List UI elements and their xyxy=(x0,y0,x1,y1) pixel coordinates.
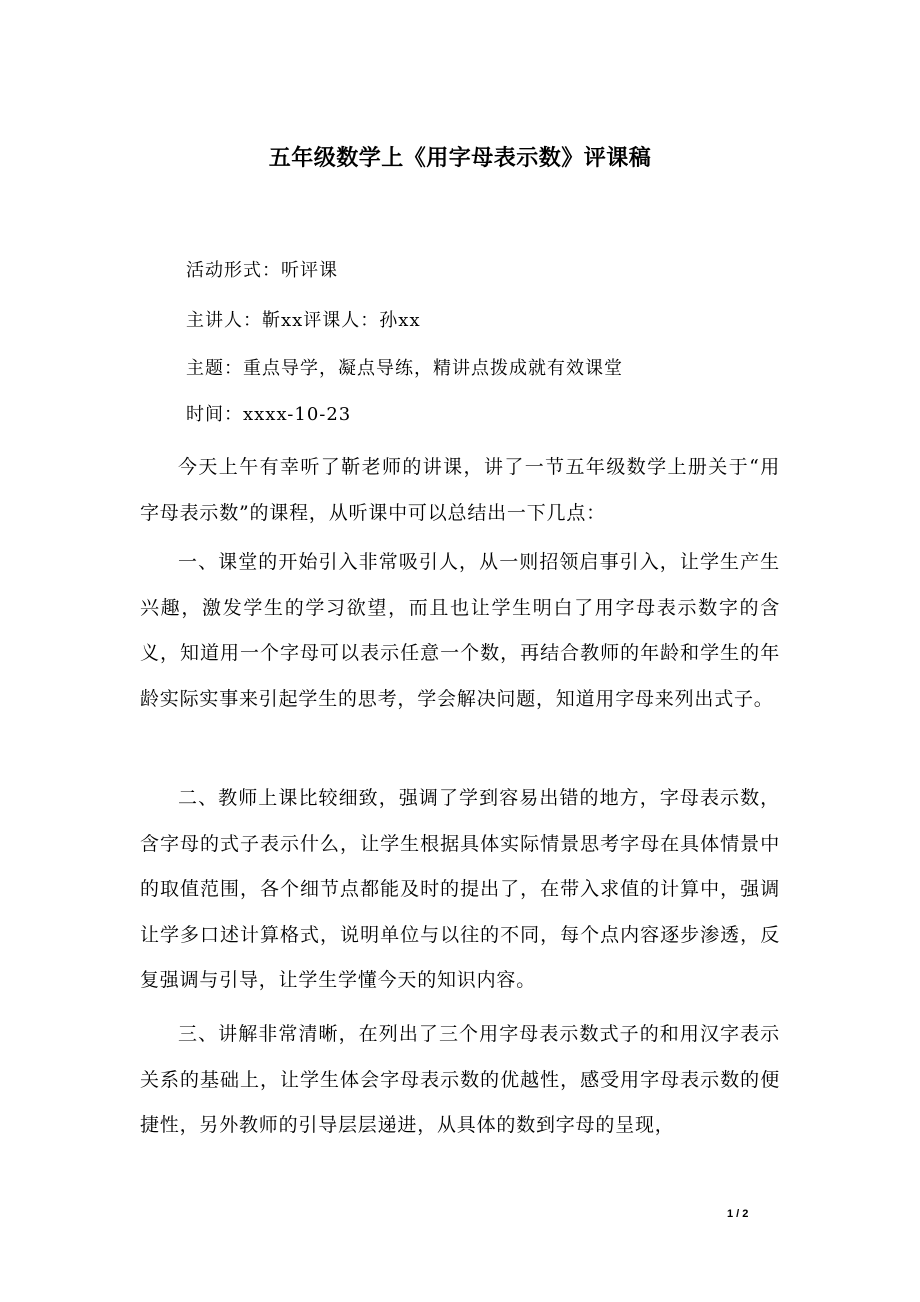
point-three-paragraph: 三、讲解非常清晰，在列出了三个用字母表示数式子的和用汉字表示关系的基础上，让学生体会字母表示数的优越性，感受用字母表示数的便捷性，另外教师的引导层层递进，从具体的数到字母的呈现， xyxy=(140,1023,780,1137)
document-title: 五年级数学上《用字母表示数》评课稿 xyxy=(268,145,652,171)
activity-format-line: 活动形式：听评课 xyxy=(186,260,338,281)
point-one-paragraph: 一、课堂的开始引入非常吸引人，从一则招领启事引入，让学生产生兴趣，激发学生的学习欲望，而且也让学生明白了用字母表示数字的含义，知道用一个字母可以表示任意一个数，再结合教师的年龄和学生的年龄实际实事来引起学生的思考，学会解决问题，知道用字母来列出式子。 xyxy=(140,551,780,710)
speakers-line: 主讲人：靳xx评课人：孙xx xyxy=(186,310,421,331)
page-number: 1 / 2 xyxy=(727,1208,749,1220)
date-line: 时间：xxxx-10-23 xyxy=(186,404,352,425)
intro-paragraph: 今天上午有幸听了靳老师的讲课，讲了一节五年级数学上册关于“用字母表示数”的课程，从听课中可以总结出一下几点： xyxy=(140,456,780,524)
point-two-paragraph: 二、教师上课比较细致，强调了学到容易出错的地方，字母表示数，含字母的式子表示什么，让学生根据具体实际情景思考字母在具体情景中的取值范围，各个细节点都能及时的提出了，在带入求值的计算中，强调让学多口述计算格式，说明单位与以往的不同，每个点内容逐步渗透，反复强调与引导，让学生学懂今天的知识内容。 xyxy=(140,787,780,992)
theme-line: 主题：重点导学，凝点导练，精讲点拨成就有效课堂 xyxy=(186,358,623,379)
